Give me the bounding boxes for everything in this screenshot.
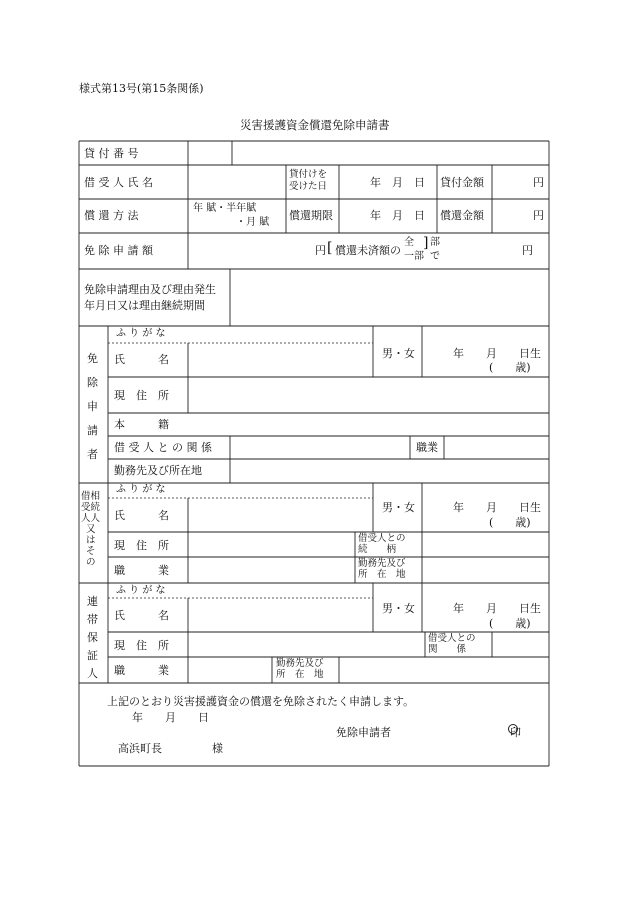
heir-relation-label-2: 続 柄 — [358, 544, 397, 555]
applicant-side-4: 請 — [87, 424, 98, 437]
applicant-signature-label: 免除申請者 — [336, 726, 391, 739]
exemption-all: 全 — [404, 237, 414, 248]
heir-workplace-label-1: 勤務先及び — [358, 558, 406, 569]
applicant-name-label: 氏 名 — [114, 353, 169, 366]
heir-workplace-label-2: 所 在 地 — [358, 569, 406, 580]
guarantor-workplace-label-2: 所 在 地 — [276, 669, 324, 680]
repay-period-ymd: 年 月 日 — [370, 209, 425, 222]
repay-amount-label: 償還金額 — [440, 209, 484, 222]
repay-amount-yen: 円 — [533, 209, 544, 222]
form-number: 様式第13号(第15条関係) — [79, 82, 204, 95]
heir-side-2: 受続 — [81, 502, 101, 513]
applicant-side-5: 者 — [87, 448, 98, 461]
heir-age: ( 歳) — [489, 516, 531, 529]
guarantor-relation-label-2: 関 係 — [428, 644, 467, 655]
exemption-yen: 円 — [522, 244, 533, 257]
guarantor-side-2: 帯 — [87, 613, 98, 626]
guarantor-workplace-label-1: 勤務先及び — [276, 658, 324, 669]
page-title: 災害援護資金償還免除申請書 — [240, 118, 390, 132]
repay-period-label: 償還期限 — [289, 209, 333, 222]
exemption-part: 一部 — [404, 251, 424, 262]
applicant-age: ( 歳) — [489, 361, 531, 374]
applicant-furigana-label: ふ り が な — [116, 328, 166, 339]
exemption-suffix-2: で — [430, 251, 440, 262]
heir-side-7: の — [86, 557, 96, 568]
guarantor-address-label: 現 住 所 — [114, 639, 169, 652]
guarantor-name-label: 氏 名 — [114, 609, 169, 622]
heir-relation-label-1: 借受人との — [358, 533, 406, 544]
addressee-honorific: 様 — [212, 742, 223, 755]
heir-name-label: 氏 名 — [114, 509, 169, 522]
guarantor-birth: 年 月 日生 — [453, 602, 541, 615]
applicant-side-2: 除 — [87, 376, 98, 389]
heir-furigana-label: ふ り が な — [116, 484, 166, 495]
applicant-address-label: 現 住 所 — [114, 389, 169, 402]
applicant-birth: 年 月 日生 — [453, 347, 541, 360]
applicant-side-3: 申 — [87, 400, 98, 413]
guarantor-occupation-label: 職 業 — [114, 664, 169, 677]
guarantor-furigana-label: ふ り が な — [116, 585, 166, 596]
heir-side-5: は — [86, 535, 96, 546]
exemption-amount-label: 免 除 申 請 額 — [84, 244, 153, 257]
heir-side-6: そ — [86, 546, 96, 557]
applicant-occupation-label: 職業 — [416, 441, 438, 454]
exemption-yen-prefix: 円 — [315, 244, 326, 257]
applicant-workplace-label: 勤務先及び所在地 — [114, 464, 202, 477]
heir-side-4: 又 — [86, 524, 96, 535]
applicant-domicile-label: 本 籍 — [114, 418, 169, 431]
addressee: 高浜町長 — [118, 742, 162, 755]
guarantor-side-1: 連 — [87, 595, 98, 608]
bracket-right: ] — [423, 235, 429, 251]
heir-address-label: 現 住 所 — [114, 539, 169, 552]
loan-amount-label: 貸付金額 — [440, 176, 484, 189]
loan-date-label-1: 貸付けを — [289, 169, 328, 180]
bracket-left: [ — [327, 240, 333, 256]
heir-occupation-label: 職 業 — [114, 564, 169, 577]
loan-date-label-2: 受けた日 — [289, 181, 328, 192]
applicant-side-1: 免 — [87, 352, 98, 365]
heir-side-3: 人人 — [81, 513, 101, 524]
guarantor-side-5: 人 — [87, 667, 98, 680]
loan-number-label: 貸 付 番 号 — [84, 147, 139, 160]
repay-method-label: 償 還 方 法 — [84, 209, 139, 222]
guarantor-relation-label-1: 借受人との — [428, 633, 476, 644]
loan-date-ymd: 年 月 日 — [370, 176, 425, 189]
guarantor-sex: 男・女 — [382, 602, 415, 615]
repay-method-opt2: ・月 賦 — [236, 217, 270, 228]
guarantor-side-3: 保 — [87, 631, 98, 644]
exemption-phrase: 償還未済額の — [335, 244, 401, 257]
applicant-relation-label: 借 受 人 と の 関 係 — [114, 441, 212, 454]
reason-label-1: 免除申請理由及び理由発生 — [84, 283, 216, 296]
heir-side-1: 借相 — [81, 491, 101, 502]
heir-birth: 年 月 日生 — [453, 501, 541, 514]
guarantor-age: ( 歳) — [489, 617, 531, 630]
reason-label-2: 年月日又は理由継続期間 — [84, 299, 205, 312]
applicant-sex: 男・女 — [382, 347, 415, 360]
seal-label: 印 — [510, 726, 521, 739]
borrower-name-label: 借 受 人 氏 名 — [84, 176, 153, 189]
declaration-text: 上記のとおり災害援護資金の償還を免除されたく申請します。 — [107, 695, 415, 708]
repay-method-opt1: 年 賦・半年賦 — [193, 203, 257, 214]
guarantor-side-4: 証 — [87, 649, 98, 662]
declaration-date: 年 月 日 — [132, 711, 209, 724]
exemption-suffix-1: 部 — [430, 237, 440, 248]
loan-amount-yen: 円 — [533, 176, 544, 189]
heir-sex: 男・女 — [382, 501, 415, 514]
